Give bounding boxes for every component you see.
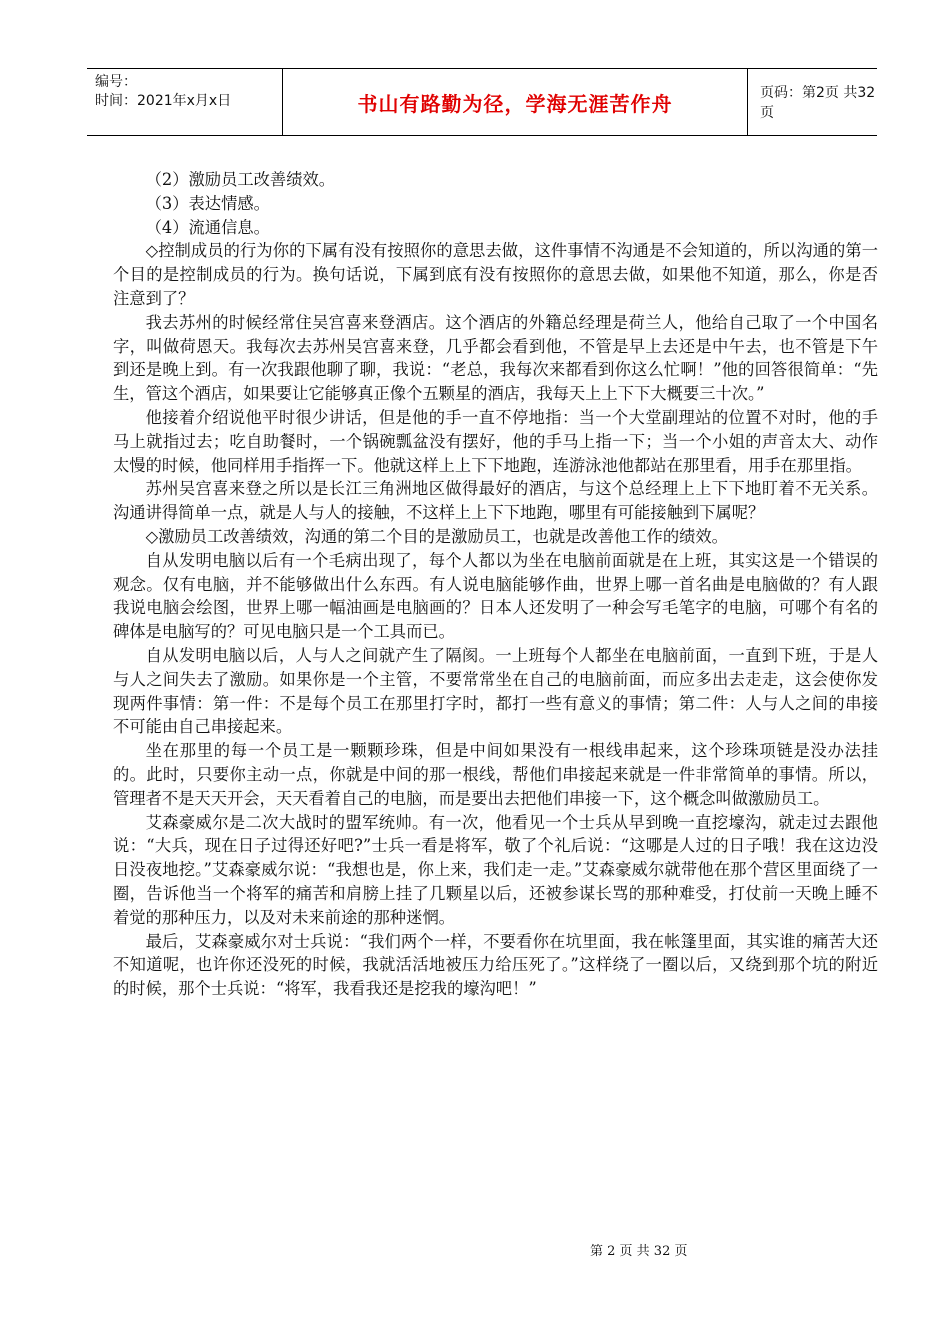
paragraph: ◇激励员工改善绩效，沟通的第二个目的是激励员工，也就是改善他工作的绩效。 (145, 526, 728, 546)
paragraph: 最后，艾森豪威尔对士兵说：“我们两个一样，不要看你在坑里面，我在帐篷里面，其实谁的痛苦大还不知道呢，也许你还没死的时候，我就活活地被压力给压死了。”这样绕了一圈以后，又绕到那个坑的附近的时候，那个士兵说：“将军，我看我还是挖我的壕沟吧！” (113, 931, 878, 999)
paragraph: 我去苏州的时候经常住吴宫喜来登酒店。这个酒店的外籍总经理是荷兰人，他给自己取了一个中国名字，叫做荷恩天。我每次去苏州吴宫喜来登，几乎都会看到他，不管是早上去还是中午去，也不管是下午到还是晚上到。有一次我跟他聊了聊，我说：“老总，我每次来都看到你这么忙啊！”他的回答很简单：“先生，管这个酒店，如果要让它能够真正像个五颗星的酒店，我每天上上下下大概要三十次。” (113, 312, 878, 404)
paragraph: ◇控制成员的行为你的下属有没有按照你的意思去做，这件事情不沟通是不会知道的，所以沟通的第一个目的是控制成员的行为。换句话说，下属到底有没有按照你的意思去做，如果他不知道，那么，你是否注意到了？ (113, 241, 878, 308)
paragraph: 坐在那里的每一个员工是一颗颗珍珠，但是中间如果没有一根线串起来，这个珍珠项链是没办法挂的。此时，只要你主动一点，你就是中间的那一根线，帮他们串接起来就是一件非常简单的事情。所以，管理者不是天天开会，天天看着自己的电脑，而是要出去把他们串接一下，这个概念叫做激励员工。 (113, 741, 878, 808)
number-label: 编号： (95, 74, 137, 90)
paragraph: （4）流通信息。 (145, 217, 270, 237)
header-page-label: 页码：第2页 共32页 (760, 85, 876, 121)
page-header (87, 68, 877, 136)
header-meta (87, 69, 283, 135)
paragraph: 自从发明电脑以后有一个毛病出现了，每个人都以为坐在电脑前面就是在上班，其实这是一个错误的观念。仅有电脑，并不能够做出什么东西。有人说电脑能够作曲，世界上哪一首名曲是电脑做的？有人跟我说电脑会绘图，世界上哪一幅油画是电脑画的？日本人还发明了一种会写毛笔字的电脑，可哪个有名的碑体是电脑写的？可见电脑只是一个工具而已。 (113, 550, 878, 642)
paragraph: （2）激励员工改善绩效。 (145, 170, 336, 189)
paragraph: 他接着介绍说他平时很少讲话，但是他的手一直不停地指：当一个大堂副理站的位置不对时，他的手马上就指过去；吃自助餐时，一个锅碗瓢盆没有摆好，他的手马上指一下；当一个小姐的声音太大、动作太慢的时候，他同样用手指挥一下。他就这样上上下下地跑，连游泳池他都站在那里看，用手在那里指。 (113, 407, 878, 475)
document-body (113, 168, 878, 1001)
header-motto: 书山有路勤为径，学海无涯苦作舟 (283, 69, 748, 135)
time-label: 时间：2021年x月x日 (95, 93, 232, 109)
page-footer: 第 2 页 共 32 页 (590, 1244, 688, 1259)
paragraph: 艾森豪威尔是二次大战时的盟军统帅。有一次，他看见一个士兵从早到晚一直挖壕沟，就走过去跟他说：“大兵，现在日子过得还好吧?”士兵一看是将军，敬了个礼后说：“这哪是人过的日子哦！我在这边没日没夜地挖。”艾森豪威尔说：“我想也是，你上来，我们走一走。”艾森豪威尔就带他在那个营区里面绕了一圈，告诉他当一个将军的痛苦和肩膀上挂了几颗星以后，还被参谋长骂的那种难受，打仗前一天晚上睡不着觉的那种压力，以及对未来前途的那种迷惘。 (113, 812, 878, 927)
paragraph: 自从发明电脑以后，人与人之间就产生了隔阂。一上班每个人都坐在电脑前面，一直到下班，于是人与人之间失去了激励。如果你是一个主管，不要常常坐在自己的电脑前面，而应多出去走走，这会使你发现两件事情：第一件：不是每个员工在那里打字时，都打一些有意义的事情；第二件：人与人之间的串接不可能由自己串接起来。 (113, 645, 878, 737)
paragraph: 苏州吴宫喜来登之所以是长江三角洲地区做得最好的酒店，与这个总经理上上下下地盯着不无关系。沟通讲得简单一点，就是人与人的接触，不这样上上下下地跑，哪里有可能接触到下属呢？ (113, 479, 878, 523)
paragraph: （3）表达情感。 (145, 193, 270, 213)
